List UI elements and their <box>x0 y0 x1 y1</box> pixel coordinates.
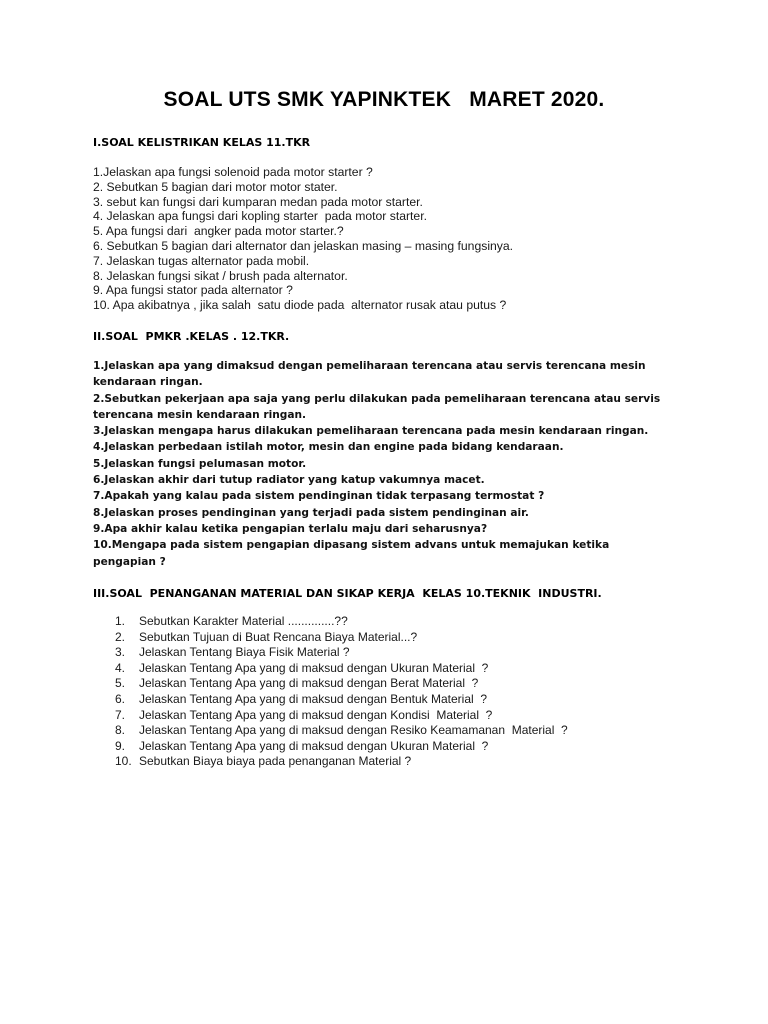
question-item <box>115 645 568 661</box>
question-item: 2.Sebutkan pekerjaan apa saja yang perlu dilakukan pada pemeliharaan terencana atau servis terencana mesin kendaraan ringan. <box>93 392 661 421</box>
question-item <box>115 614 568 630</box>
question-item <box>115 661 568 677</box>
question-number: 8. <box>115 723 126 738</box>
question-item: 5.Jelaskan fungsi pelumasan motor. <box>93 457 307 470</box>
question-item: 1.Jelaskan apa yang dimaksud dengan pemeliharaan terencana atau servis terencana mesin kendaraan ringan. <box>93 360 646 389</box>
section-3-heading: III.SOAL PENANGANAN MATERIAL DAN SIKAP KERJA KELAS 10.TEKNIK INDUSTRI. <box>93 587 602 600</box>
question-item: 1.Jelaskan apa fungsi solenoid pada motor starter ? <box>93 165 373 179</box>
question-item <box>115 676 568 692</box>
question-item: 3. sebut kan fungsi dari kumparan medan pada motor starter. <box>93 194 423 209</box>
section-1-heading: I.SOAL KELISTRIKAN KELAS 11.TKR <box>93 136 311 149</box>
question-item: 8.Jelaskan proses pendinginan yang terjadi pada sistem pendinginan air. <box>93 506 529 519</box>
page-title: SOAL UTS SMK YAPINKTEK MARET 2020. <box>163 88 605 111</box>
question-text: Jelaskan Tentang Apa yang di maksud dengan Bentuk Material ? <box>139 691 488 706</box>
question-number: 2. <box>115 629 126 644</box>
question-item: 3.Jelaskan mengapa harus dilakukan pemeliharaan terencana pada mesin kendaraan ringan. <box>93 425 649 438</box>
question-item: 9. Apa fungsi stator pada alternator ? <box>93 283 293 298</box>
question-text: Sebutkan Tujuan di Buat Rencana Biaya Material...? <box>139 629 418 644</box>
question-item: 6. Sebutkan 5 bagian dari alternator dan jelaskan masing – masing fungsinya. <box>93 238 514 253</box>
question-text: Jelaskan Tentang Apa yang di maksud dengan Ukuran Material ? <box>139 660 489 675</box>
question-text: Jelaskan Tentang Apa yang di maksud dengan Resiko Keamamanan Material ? <box>139 723 568 738</box>
question-item: 4.Jelaskan perbedaan istilah motor, mesin dan engine pada bidang kendaraan. <box>93 441 564 454</box>
question-item <box>115 739 568 755</box>
question-item: 10. Apa akibatnya , jika salah satu diode pada alternator rusak atau putus ? <box>93 298 507 313</box>
question-item: 8. Jelaskan fungsi sikat / brush pada alternator. <box>93 268 348 283</box>
question-number: 6. <box>115 691 126 706</box>
question-item: 4. Jelaskan apa fungsi dari kopling starter pada motor starter. <box>93 209 427 224</box>
question-item <box>115 630 568 646</box>
question-number: 4. <box>115 660 126 675</box>
section-2-question-list <box>93 358 673 570</box>
question-item <box>115 754 568 770</box>
question-item: 10.Mengapa pada sistem pengapian dipasang sistem advans untuk memajukan ketika pengapian ? <box>93 539 610 568</box>
question-text: Jelaskan Tentang Apa yang di maksud dengan Kondisi Material ? <box>139 707 493 722</box>
question-item: 2. Sebutkan 5 bagian dari motor motor stater. <box>93 179 338 194</box>
question-item <box>115 708 568 724</box>
question-number: 3. <box>115 645 126 660</box>
question-number: 5. <box>115 676 126 691</box>
question-text: Jelaskan Tentang Biaya Fisik Material ? <box>139 645 350 660</box>
question-item: 5. Apa fungsi dari angker pada motor starter.? <box>93 224 344 239</box>
question-item: 7.Apakah yang kalau pada sistem pendinginan tidak terpasang termostat ? <box>93 490 545 503</box>
question-item: 6.Jelaskan akhir dari tutup radiator yang katup vakumnya macet. <box>93 474 485 487</box>
section-2-heading: II.SOAL PMKR .KELAS . 12.TKR. <box>93 330 290 343</box>
question-item <box>115 692 568 708</box>
question-text: Jelaskan Tentang Apa yang di maksud dengan Berat Material ? <box>139 676 479 691</box>
question-number: 9. <box>115 738 126 753</box>
question-text: Sebutkan Biaya biaya pada penanganan Material ? <box>139 754 412 769</box>
question-item: 9.Apa akhir kalau ketika pengapian terlalu maju dari seharusnya? <box>93 522 488 535</box>
section-1-question-list <box>93 165 513 313</box>
question-number: 10. <box>115 754 132 769</box>
section-3-question-list <box>115 614 568 770</box>
question-text: Jelaskan Tentang Apa yang di maksud dengan Ukuran Material ? <box>139 738 489 753</box>
question-item <box>115 723 568 739</box>
question-number: 1. <box>115 614 126 628</box>
question-number: 7. <box>115 707 126 722</box>
question-item: 7. Jelaskan tugas alternator pada mobil. <box>93 253 310 268</box>
question-text: Sebutkan Karakter Material ..............?? <box>139 614 348 628</box>
